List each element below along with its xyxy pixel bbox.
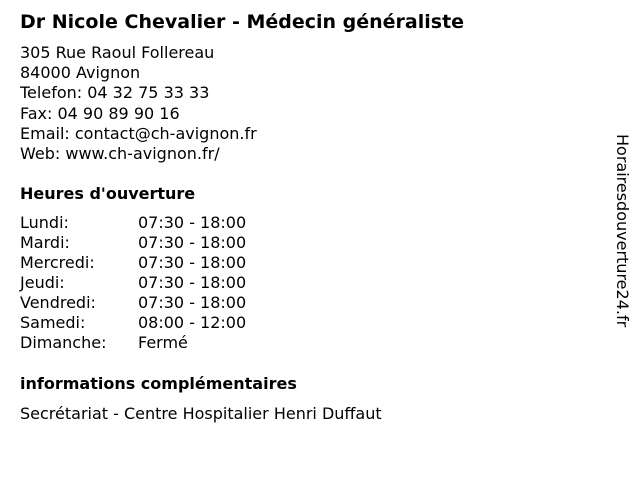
day-label: Jeudi: bbox=[20, 273, 65, 292]
day-label: Lundi: bbox=[20, 213, 69, 232]
watermark bbox=[611, 134, 633, 374]
fax-number: Fax: 04 90 89 90 16 bbox=[20, 103, 180, 123]
watermark-text: Horairesdouverture24.fr bbox=[613, 134, 632, 328]
page-title: Dr Nicole Chevalier - Médecin généraliste bbox=[20, 11, 465, 33]
hours-row-thursday bbox=[20, 273, 246, 293]
hours-row-saturday bbox=[20, 313, 246, 333]
time-value: 07:30 - 18:00 bbox=[138, 273, 247, 292]
hours-row-sunday bbox=[20, 333, 246, 353]
hours-row-tuesday bbox=[20, 233, 246, 253]
hours-heading: Heures d'ouverture bbox=[20, 184, 196, 203]
additional-info-text: Secrétariat - Centre Hospitalier Henri Duffaut bbox=[20, 404, 382, 423]
day-label: Mercredi: bbox=[20, 253, 95, 272]
time-value: 08:00 - 12:00 bbox=[138, 313, 247, 332]
hours-row-wednesday bbox=[20, 253, 246, 273]
address-city: 84000 Avignon bbox=[20, 63, 141, 83]
website: Web: www.ch-avignon.fr/ bbox=[20, 144, 220, 164]
email-address: Email: contact@ch-avignon.fr bbox=[20, 123, 257, 143]
additional-info-heading: informations complémentaires bbox=[20, 374, 297, 393]
day-label: Samedi: bbox=[20, 313, 86, 332]
hours-row-friday bbox=[20, 293, 246, 313]
day-label: Dimanche: bbox=[20, 333, 107, 352]
opening-hours-list bbox=[20, 213, 246, 353]
time-value: 07:30 - 18:00 bbox=[138, 253, 247, 272]
time-value: 07:30 - 18:00 bbox=[138, 293, 247, 312]
time-value: Fermé bbox=[138, 333, 188, 352]
phone-number: Telefon: 04 32 75 33 33 bbox=[20, 83, 210, 103]
address-street: 305 Rue Raoul Follereau bbox=[20, 43, 215, 62]
hours-row-monday bbox=[20, 213, 246, 233]
contact-block bbox=[20, 43, 257, 164]
time-value: 07:30 - 18:00 bbox=[138, 233, 247, 252]
day-label: Mardi: bbox=[20, 233, 70, 252]
day-label: Vendredi: bbox=[20, 293, 96, 312]
time-value: 07:30 - 18:00 bbox=[138, 213, 247, 232]
